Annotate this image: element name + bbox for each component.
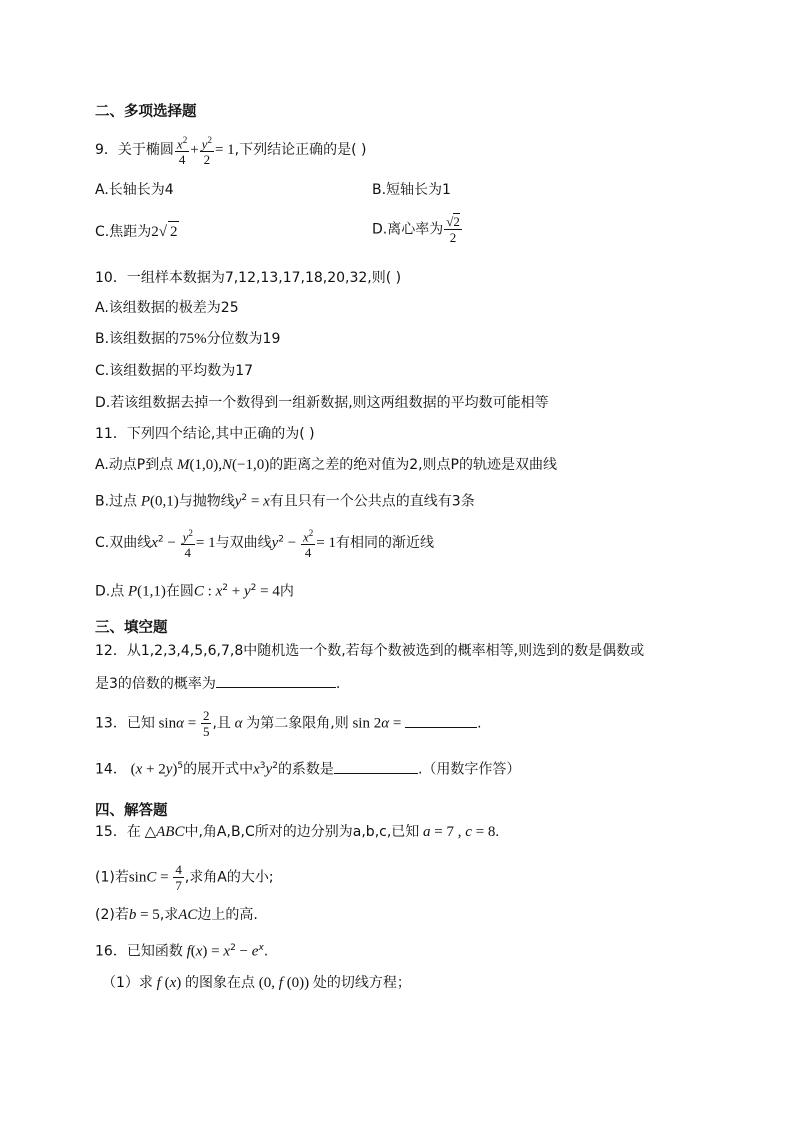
q10-option-b	[95, 329, 280, 349]
q9-option-c: C.焦距为	[95, 224, 152, 240]
q9-frac-x2-4: $\frac{x^2}{4}$	[176, 135, 188, 168]
q13-answer-blank[interactable]	[405, 713, 477, 728]
q13-frac-2-5: $\frac{2}{5}$	[202, 708, 210, 739]
q11-d-part1: D.点	[95, 583, 125, 600]
q13-mid1: ,且	[212, 715, 231, 732]
q11-option-a: A.动点P到点 M(1,0),N(−1,0)的距离之差的绝对值为2,则点P的轨迹是双曲线	[95, 457, 558, 473]
q12-line2-end: .	[335, 676, 341, 692]
question-15-stem: 15．在 △ABC中,角A,B,C所对的边分别为a,b,c,已知 a = 7 , c = 8.	[95, 824, 500, 840]
section-title-multiple-choice	[95, 102, 197, 122]
q10-option-d	[95, 393, 549, 413]
q10-option-c-text: C.该组数据的平均数为17	[95, 363, 254, 379]
q13-pre: 13．已知	[95, 715, 155, 732]
question-11-stem	[95, 424, 315, 444]
q11-option-b: B.过点 P(0,1)与抛物线$y^2 = x$有且只有一个公共点的直线有3条	[95, 493, 475, 510]
q11-c-part2: 与双曲线	[215, 535, 272, 552]
q9-frac-y2-2: $\frac{y^2}{2}$	[201, 135, 212, 168]
q14-mid2: 的系数是	[277, 761, 334, 778]
q15-stem-2: 中,角A,B,C所对的边分别为a,b,c,已知	[184, 824, 420, 840]
q9-option-a: A.长轴长为4	[95, 182, 174, 198]
q9-stem-text: 9．关于椭圆	[95, 142, 174, 159]
q11-d-part3: 内	[279, 583, 294, 600]
q11-option-d: D.点 P(1,1)在圆C : $x^2 + y^2 = 4$内	[95, 583, 294, 600]
q11-a-part1: A.动点P到点	[95, 457, 174, 473]
q9-option-d: D.离心率为	[372, 221, 444, 238]
q10-option-c	[95, 361, 253, 381]
q11-c-part1: C.双曲线	[95, 535, 152, 552]
q10-option-b-post: 分位数为19	[206, 331, 281, 347]
q15-part2: (2)若b = 5,求AC边上的高.	[95, 907, 258, 923]
question-10-stem	[95, 268, 401, 288]
q16-stem-pre: 16．已知函数	[95, 943, 183, 960]
q11-d-part2: 在圆	[165, 583, 194, 600]
q15-frac-4-7: $\frac{4}{7}$	[175, 862, 182, 893]
q15-p2-mid: ,求	[159, 907, 179, 923]
q10-stem-text: 10．一组样本数据为7,12,13,17,18,20,32,则( )	[95, 270, 402, 286]
q10-option-a	[95, 298, 239, 318]
q12-answer-blank[interactable]	[216, 673, 336, 688]
q15-stem-1: 15．在	[95, 824, 141, 840]
q10-option-b-percent: 75%	[179, 331, 207, 347]
question-9-stem: 9．关于椭圆 $\frac{x^2}{4}$ + $\frac{y^2}{2}$ = 1,下列结论正确的是( )	[95, 135, 367, 168]
q12-line1-text: 12．从1,2,3,4,5,6,7,8中随机选一个数,若每个数被选到的概率相等,则选到的数是偶数或	[95, 643, 645, 659]
q16-p1-mid: 的图象在点	[185, 975, 256, 991]
q16-p1-post: 处的切线方程；	[312, 975, 411, 991]
q14-post: .（用数字作答）	[417, 761, 521, 778]
section4-title-text: 四、解答题	[95, 803, 168, 819]
question-13: 13．已知 sinα = $\frac{2}{5}$ ,且 α 为第二象限角,则 sin 2α = .	[95, 708, 482, 739]
q14-answer-blank[interactable]	[334, 759, 418, 774]
q10-option-d-text: D.若该组数据去掉一个数得到一组新数据,则这两组数据的平均数可能相等	[95, 395, 549, 411]
q9-option-c-line: C.焦距为2√ 2	[95, 221, 179, 242]
question-12-line1	[95, 641, 644, 661]
q11-stem-text: 11．下列四个结论,其中正确的为( )	[95, 426, 315, 442]
q15-part1: (1)若sinC = $\frac{4}{7}$ ,求角A的大小;	[95, 862, 274, 893]
section-title-fill-in	[95, 618, 168, 638]
q11-option-c: C.双曲线$x^2$ − $\frac{y^2}{4}$ = 1与双曲线$y^2$ − $\frac{x^2}{4}$ = 1有相同的渐近线	[95, 528, 434, 561]
q9-stem-end: ,下列结论正确的是( )	[234, 142, 367, 159]
q10-option-b-pre: B.该组数据的	[95, 331, 180, 347]
q11-b-part3: 有且只有一个公共点的直线有3条	[269, 493, 475, 510]
q15-p1-post: ,求角A的大小;	[184, 869, 274, 886]
q13-mid2: 为第二象限角,则	[246, 715, 349, 732]
q11-frac-y2-4: $\frac{y^2}{4}$	[182, 528, 193, 561]
q9-frac-sqrt2-2: $\frac{√2}{2}$	[446, 214, 460, 245]
q11-a-part2: 的距离之差的绝对值为2,则点P的轨迹是双曲线	[269, 457, 558, 473]
q15-p1-pre: (1)若	[95, 869, 129, 886]
question-12-line2	[95, 673, 340, 694]
q9-option-d-line	[372, 214, 463, 245]
q9-options-ab	[95, 180, 174, 200]
q15-p2-post: 边上的高.	[197, 907, 258, 923]
question-16-stem: 16．已知函数 $f(x) = x^2 - e^x$.	[95, 943, 269, 960]
q15-p2-pre: (2)若	[95, 907, 129, 923]
section-title-text: 二、多项选择题	[95, 104, 197, 120]
q12-line2-text: 是3的倍数的概率为	[95, 676, 216, 692]
q14-mid: 的展开式中	[183, 761, 254, 778]
q10-option-a-text: A.该组数据的极差为25	[95, 300, 239, 316]
q9-option-b-line	[372, 180, 451, 200]
question-14: 14． $(x + 2y)^5$的展开式中$x^3y^2$的系数是 .（用数字作答）	[95, 756, 520, 780]
q11-b-part1: B.过点	[95, 493, 138, 510]
q16-stem-post: .	[263, 943, 269, 960]
q11-b-part2: 与抛物线	[178, 493, 235, 510]
q11-frac-x2-4: $\frac{x^2}{4}$	[302, 528, 314, 561]
section3-title-text: 三、填空题	[95, 620, 168, 636]
q9-option-b: B.短轴长为1	[372, 182, 451, 198]
q14-pre: 14．	[95, 761, 127, 778]
q16-p1-pre: （1）求	[102, 975, 153, 991]
q16-part1: （1）求 f (x) 的图象在点 (0, f (0)) 处的切线方程；	[102, 975, 411, 991]
section-title-solutions	[95, 801, 168, 821]
q13-post: .	[477, 715, 482, 732]
q11-c-part3: 有相同的渐近线	[335, 535, 434, 552]
